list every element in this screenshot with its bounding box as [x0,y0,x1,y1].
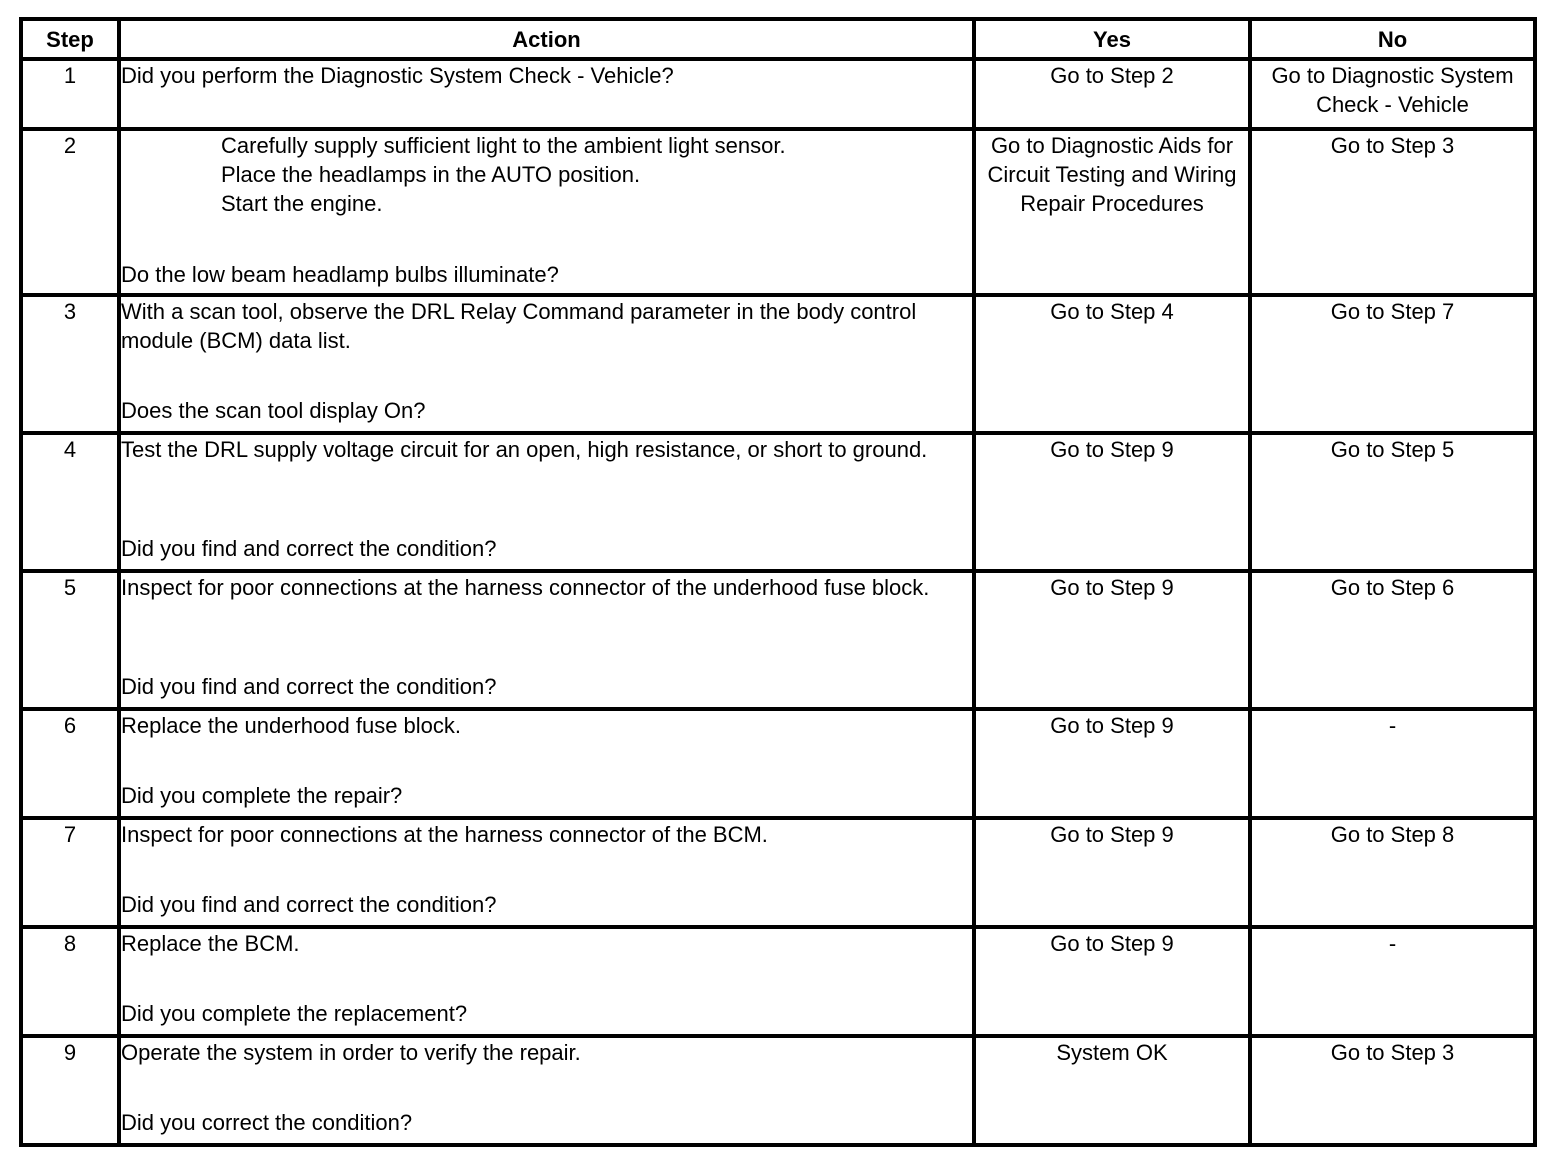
header-yes: Yes [974,19,1250,59]
action-question: Does the scan tool display On? [121,398,426,423]
step-number: 8 [21,927,119,1036]
table-row [21,709,1535,818]
yes-result: Go to Step 4 [974,295,1250,433]
action-text: Inspect for poor connections at the harness connector of the BCM. [121,822,768,847]
header-no: No [1250,19,1535,59]
no-result: Go to Step 8 [1250,818,1535,927]
no-result: - [1250,709,1535,818]
action-cell [119,433,974,571]
table-row [21,433,1535,571]
action-question: Do the low beam headlamp bulbs illuminate? [121,262,559,287]
no-result: Go to Step 7 [1250,295,1535,433]
action-text: Replace the underhood fuse block. [121,713,462,738]
step-number: 6 [21,709,119,818]
action-cell [119,571,974,709]
step-number: 1 [21,59,119,129]
step-number: 4 [21,433,119,571]
action-cell [119,129,974,295]
action-text: Test the DRL supply voltage circuit for an open, high resistance, or short to ground. [121,437,928,462]
action-question: Did you find and correct the condition? [121,674,497,699]
action-question: Did you find and correct the condition? [121,892,497,917]
header-row [21,19,1535,59]
action-question: Did you correct the condition? [121,1110,413,1135]
table-row [21,59,1535,129]
step-number: 5 [21,571,119,709]
yes-result: Go to Step 9 [974,571,1250,709]
action-question: Did you complete the repair? [121,783,403,808]
yes-result: Go to Step 9 [974,433,1250,571]
table-row [21,1036,1535,1145]
yes-result: Go to Step 9 [974,709,1250,818]
action-text: Did you perform the Diagnostic System Check - Vehicle? [121,63,674,88]
step-number: 9 [21,1036,119,1145]
action-text: Inspect for poor connections at the harness connector of the underhood fuse block. [121,575,930,600]
yes-result: Go to Step 9 [974,927,1250,1036]
action-cell [119,709,974,818]
header-step: Step [21,19,119,59]
action-text: Carefully supply sufficient light to the ambient light sensor. [221,133,786,158]
table-row [21,818,1535,927]
no-result: Go to Step 6 [1250,571,1535,709]
yes-result: Go to Diagnostic Aids for Circuit Testing and Wiring Repair Procedures [974,129,1250,295]
action-question: Did you find and correct the condition? [121,536,497,561]
no-result: Go to Step 3 [1250,1036,1535,1145]
yes-result: Go to Step 9 [974,818,1250,927]
table-row [21,927,1535,1036]
no-result: Go to Step 5 [1250,433,1535,571]
action-cell [119,1036,974,1145]
yes-result: Go to Step 2 [974,59,1250,129]
no-result: - [1250,927,1535,1036]
no-result: Go to Step 3 [1250,129,1535,295]
action-text: Replace the BCM. [121,931,300,956]
action-text: Operate the system in order to verify the repair. [121,1040,581,1065]
table-row [21,295,1535,433]
yes-result: System OK [974,1036,1250,1145]
action-text: With a scan tool, observe the DRL Relay Command parameter in the body control module (BCM) data list. [121,299,917,353]
action-text: Place the headlamps in the AUTO position. [221,162,641,187]
step-number: 3 [21,295,119,433]
action-cell [119,927,974,1036]
action-cell [119,818,974,927]
header-action: Action [119,19,974,59]
action-text: Start the engine. [221,191,383,216]
action-cell [119,59,974,129]
diagnostic-table [19,17,1537,1147]
table-row [21,571,1535,709]
table-row [21,129,1535,295]
no-result: Go to Diagnostic System Check - Vehicle [1250,59,1535,129]
step-number: 2 [21,129,119,295]
action-cell [119,295,974,433]
action-question: Did you complete the replacement? [121,1001,468,1026]
step-number: 7 [21,818,119,927]
